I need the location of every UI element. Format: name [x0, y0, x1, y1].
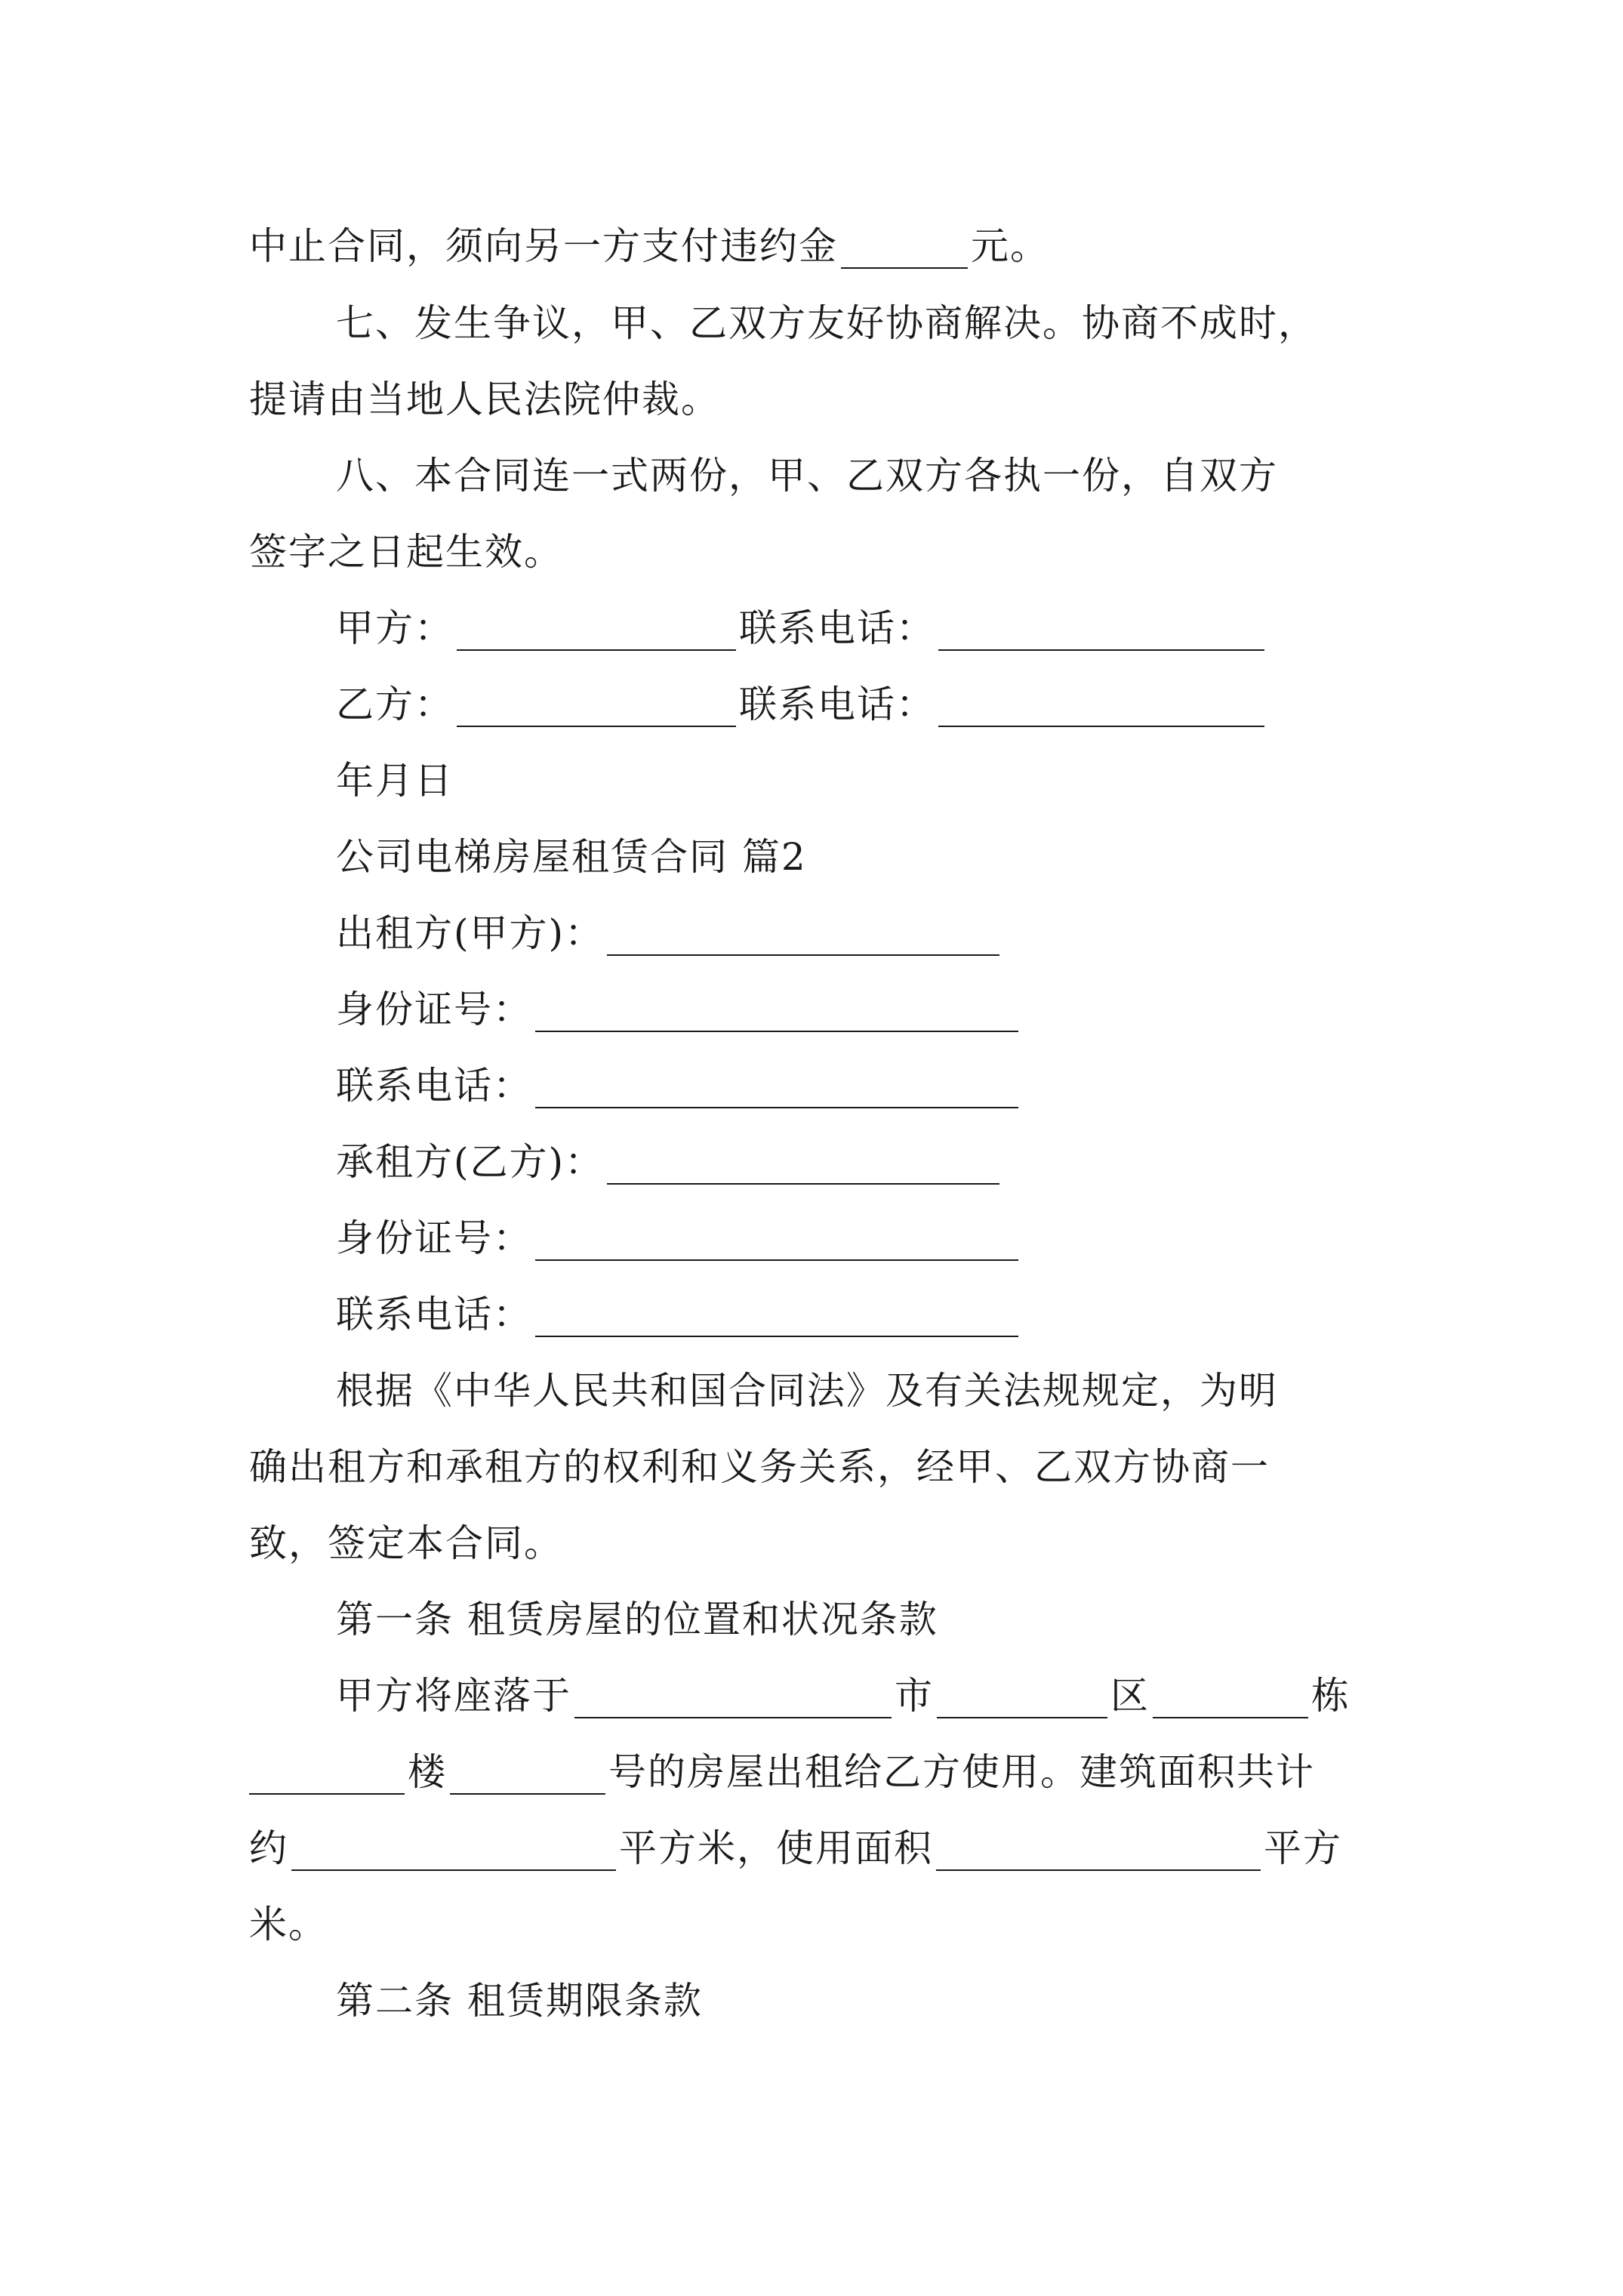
party-b-signature-row — [336, 682, 1267, 727]
lessor-phone-label: 联系电话： — [336, 1064, 532, 1108]
lessor-blank[interactable] — [607, 920, 999, 956]
location-prefix: 甲方将座落于 — [336, 1674, 571, 1718]
lessor-id-label: 身份证号： — [336, 988, 532, 1031]
basis-line-2: 确出租方和承租方的权利和义务关系，经甲、乙双方协商一 — [249, 1445, 1270, 1489]
lessor-id-blank[interactable] — [535, 996, 1018, 1032]
lessee-row — [336, 1139, 1002, 1185]
article-1-line-2 — [249, 1749, 1315, 1795]
lessee-blank[interactable] — [607, 1148, 999, 1185]
floor-label: 楼 — [408, 1750, 447, 1794]
lessee-id-label: 身份证号： — [336, 1216, 532, 1260]
section-title: 公司电梯房屋租赁合同 篇2 — [336, 835, 807, 879]
lessee-label: 承租方(乙方)： — [336, 1140, 605, 1184]
party-b-phone-blank[interactable] — [938, 691, 1264, 727]
lessor-label: 出租方(甲方)： — [336, 911, 605, 955]
party-b-label: 乙方： — [336, 683, 454, 726]
lessee-phone-label: 联系电话： — [336, 1293, 532, 1336]
building-label: 栋 — [1311, 1674, 1350, 1718]
date-line: 年月日 — [336, 759, 454, 803]
article-1-title: 第一条 租赁房屋的位置和状况条款 — [336, 1598, 938, 1641]
lessor-row — [336, 911, 1002, 956]
room-text: 号的房屋出租给乙方使用。建筑面积共计 — [608, 1750, 1315, 1794]
lessor-id-row — [336, 987, 1021, 1032]
penalty-unit: 元。 — [971, 224, 1049, 268]
lessee-id-blank[interactable] — [535, 1225, 1018, 1261]
area-unit-part: 平方 — [1264, 1826, 1342, 1870]
building-area-blank[interactable] — [291, 1835, 616, 1871]
article-1-line-1 — [336, 1673, 1350, 1718]
article-1-line-4: 米。 — [249, 1903, 328, 1946]
party-a-phone-blank[interactable] — [938, 615, 1264, 651]
article-1-line-3 — [249, 1826, 1342, 1871]
party-a-label: 甲方： — [336, 606, 454, 650]
city-blank[interactable] — [574, 1682, 892, 1718]
party-a-signature-blank[interactable] — [457, 615, 736, 651]
party-a-phone-label: 联系电话： — [739, 606, 935, 650]
basis-line-1: 根据《中华人民共和国合同法》及有关法规规定，为明 — [336, 1369, 1278, 1413]
penalty-text: 中止合同，须向另一方支付违约金 — [249, 224, 838, 268]
penalty-line — [249, 223, 1049, 269]
clause-7-line-1: 七、发生争议，甲、乙双方友好协商解决。协商不成时， — [336, 301, 1317, 345]
clause-8-line-1: 八、本合同连一式两份，甲、乙双方各执一份，自双方 — [336, 454, 1278, 498]
party-b-signature-blank[interactable] — [457, 691, 736, 727]
floor-blank[interactable] — [249, 1758, 405, 1795]
penalty-amount-blank[interactable] — [841, 233, 968, 269]
lessor-phone-row — [336, 1063, 1021, 1108]
district-label: 区 — [1110, 1674, 1150, 1718]
lessor-phone-blank[interactable] — [535, 1072, 1018, 1108]
usable-area-blank[interactable] — [936, 1835, 1261, 1871]
district-blank[interactable] — [937, 1682, 1107, 1718]
approx-label: 约 — [249, 1826, 288, 1870]
party-a-signature-row — [336, 606, 1267, 651]
article-2-title: 第二条 租赁期限条款 — [336, 1979, 703, 2023]
clause-8-line-2: 签字之日起生效。 — [249, 530, 563, 574]
usable-area-text: 平方米，使用面积 — [619, 1826, 933, 1870]
lessee-phone-blank[interactable] — [535, 1301, 1018, 1337]
basis-line-3: 致，签定本合同。 — [249, 1521, 563, 1565]
room-number-blank[interactable] — [450, 1758, 605, 1795]
clause-7-line-2: 提请由当地人民法院仲裁。 — [249, 378, 720, 421]
lessee-id-row — [336, 1216, 1021, 1261]
lessee-phone-row — [336, 1292, 1021, 1337]
party-b-phone-label: 联系电话： — [739, 683, 935, 726]
city-label: 市 — [895, 1674, 934, 1718]
building-blank[interactable] — [1153, 1682, 1308, 1718]
